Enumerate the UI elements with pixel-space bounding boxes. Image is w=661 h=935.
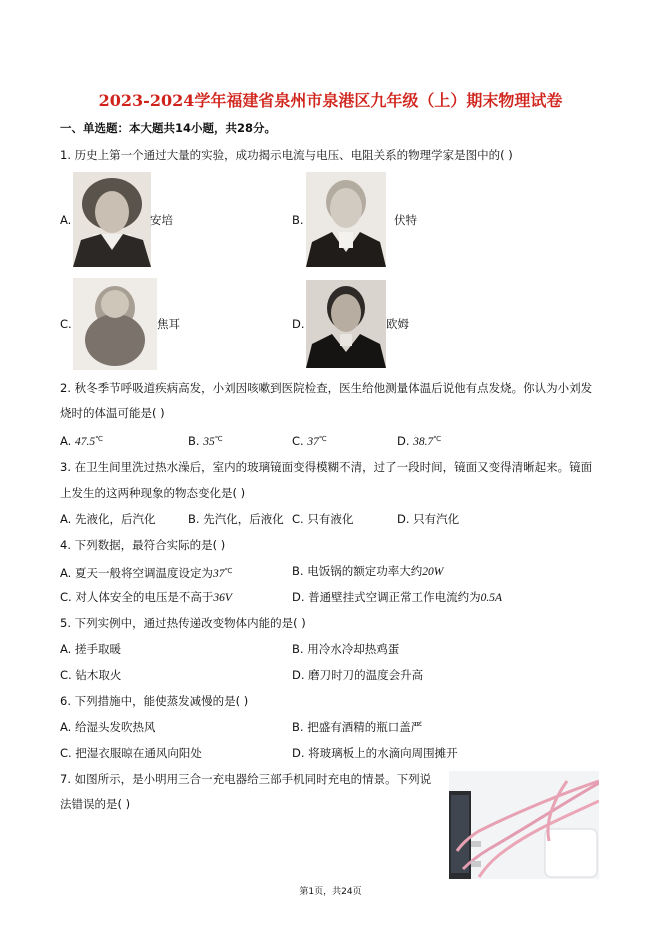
q4-option-b — [292, 563, 443, 580]
q2-option-a-letter: A. — [60, 434, 72, 448]
q4-option-d-text: D. 普通壁挂式空调正常工作电流约为 — [292, 590, 481, 604]
q3-option-b: B. 先汽化，后液化 — [188, 512, 284, 526]
q2-option-c-unit: ℃ — [318, 435, 327, 443]
q6-option-a: A. 给湿头发吹热风 — [60, 720, 156, 734]
q6-option-c: C. 把湿衣服晾在通风向阳处 — [60, 746, 202, 760]
q4-option-a-unit: ℃ — [224, 567, 233, 575]
q1-option-c-name: 焦耳 — [157, 317, 180, 331]
q1-option-d-name: 欧姆 — [386, 317, 409, 331]
question-6-stem: 6. 下列措施中，能使蒸发减慢的是( ) — [60, 694, 249, 708]
q3-option-a: A. 先液化，后汽化 — [60, 512, 156, 526]
section-heading: 一、单选题：本大题共14小题，共28分。 — [60, 121, 277, 135]
exam-title: 2023-2024学年福建省泉州市泉港区九年级（上）期末物理试卷 — [98, 91, 563, 110]
q4-option-a-value: 37 — [212, 568, 225, 580]
q5-option-c: C. 钻木取火 — [60, 668, 122, 682]
q4-option-b-value: 20W — [422, 566, 444, 578]
q2-option-c-letter: C. — [292, 434, 304, 448]
q1-option-a-name: 安培 — [150, 213, 173, 227]
q1-option-d-letter: D. — [292, 317, 305, 331]
question-2-stem-line1: 2. 秋冬季节呼吸道疾病高发，小刘因咳嗽到医院检查，医生给他测量体温后说他有点发烧。你认为小刘发 — [60, 381, 593, 395]
q1-option-a-letter: A. — [60, 213, 72, 227]
q4-option-a-text: A. 夏天一般将空调温度设定为 — [60, 566, 213, 580]
question-7-stem-line1: 7. 如图所示，是小明用三合一充电器给三部手机同时充电的情景。下列说 — [60, 772, 432, 786]
q5-option-d: D. 磨刀时刀的温度会升高 — [292, 668, 424, 682]
q6-option-b: B. 把盛有酒精的瓶口盖严 — [292, 720, 423, 734]
joule-portrait — [73, 278, 157, 370]
q1-option-b-letter: B. — [292, 213, 304, 227]
q3-option-d: D. 只有汽化 — [397, 512, 460, 526]
q2-option-c-value: 37 — [307, 436, 319, 448]
q4-option-c — [60, 589, 232, 606]
question-2-stem-line2: 烧时的体温可能是( ) — [60, 406, 165, 420]
ampere-portrait — [73, 172, 151, 267]
q2-option-d-value: 38.7 — [413, 436, 434, 448]
page-footer: 第1页，共24页 — [299, 887, 362, 897]
question-5-stem: 5. 下列实例中，通过热传递改变物体内能的是( ) — [60, 616, 306, 630]
question-3-stem-line1: 3. 在卫生间里洗过热水澡后，室内的玻璃镜面变得模糊不清，过了一段时间，镜面又变得清晰起来。镜面 — [60, 460, 593, 474]
q2-option-b-value: 35 — [203, 436, 215, 448]
question-7-stem-line2: 法错误的是( ) — [60, 797, 131, 811]
q2-option-d-letter: D. — [397, 434, 410, 448]
q4-option-c-value: 36V — [213, 592, 232, 604]
q2-option-d-unit: ℃ — [433, 435, 442, 443]
q2-option-b — [188, 431, 223, 450]
q2-option-d — [397, 431, 441, 450]
q2-option-a-value: 47.5 — [74, 436, 96, 448]
q2-option-c — [292, 431, 327, 450]
q6-option-d: D. 将玻璃板上的水滴向周围摊开 — [292, 746, 458, 760]
q1-option-b-name: 伏特 — [394, 213, 417, 227]
q1-option-c-letter: C. — [60, 317, 72, 331]
volta-portrait — [306, 172, 386, 267]
question-4-stem: 4. 下列数据，最符合实际的是( ) — [60, 538, 226, 552]
q5-option-b: B. 用冷水冷却热鸡蛋 — [292, 642, 400, 656]
q4-option-d-value: 0.5A — [480, 592, 503, 604]
charger-photo — [449, 771, 599, 879]
question-3-stem-line2: 上发生的这两种现象的物态变化是( ) — [60, 486, 246, 500]
q2-option-a-unit: ℃ — [95, 435, 103, 443]
question-1-stem: 1. 历史上第一个通过大量的实验，成功揭示电流与电压、电阻关系的物理学家是图中的( ) — [60, 148, 513, 162]
q4-option-a — [60, 563, 232, 582]
q5-option-a: A. 搓手取暖 — [60, 642, 121, 656]
q2-option-b-letter: B. — [188, 434, 200, 448]
q2-option-a — [60, 431, 103, 450]
q3-option-c: C. 只有液化 — [292, 512, 354, 526]
q4-option-d — [292, 589, 502, 606]
q2-option-b-unit: ℃ — [214, 435, 223, 443]
q4-option-b-text: B. 电饭锅的额定功率大约 — [292, 564, 423, 578]
ohm-portrait — [306, 280, 386, 368]
q4-option-c-text: C. 对人体安全的电压是不高于 — [60, 590, 214, 604]
